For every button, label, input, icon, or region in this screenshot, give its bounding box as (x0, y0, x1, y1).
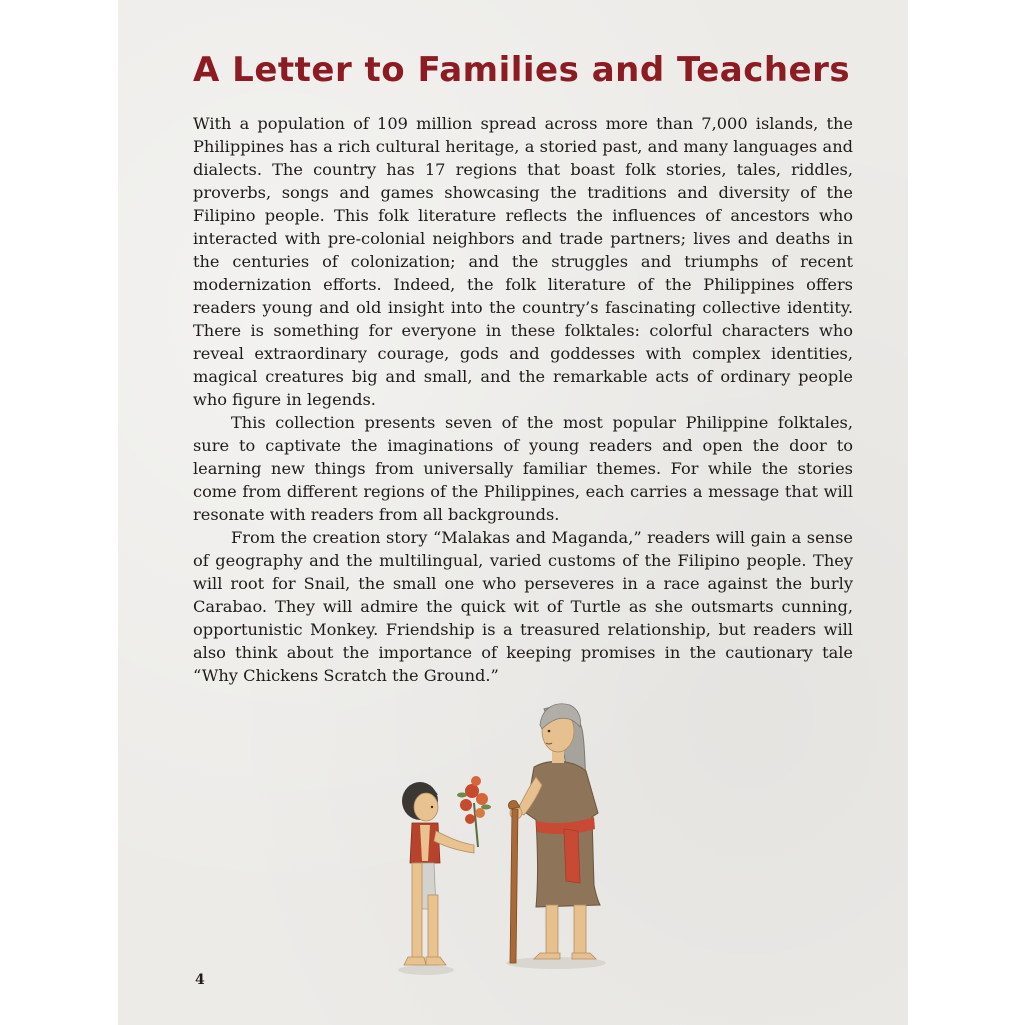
child-shadow (398, 965, 454, 975)
book-page (118, 0, 908, 1025)
page-number: 4 (195, 972, 205, 988)
illustration-elder-and-child (376, 695, 636, 985)
letter-body (193, 112, 853, 687)
paragraph-1: With a population of 109 million spread across more than 7,000 islands, the Philippines has a rich cultural heritage, a storied past, and many languages and dialects. The country has 17 regions that boast folk stories, tales, riddles, proverbs, songs and games showcasing the traditions and diversity of the Filipino people. This folk literature reflects the influences of ancestors who interacted with pre-colonial neighbors and trade partners; lives and deaths in the centuries of colonization; and the struggles and triumphs of recent modernization efforts. Indeed, the folk literature of the Philippines offers readers young and old insight into the country’s fascinating collective identity. There is something for everyone in these folktales: colorful characters who reveal extraordinary courage, gods and goddesses with complex identities, magical creatures big and small, and the remarkable acts of ordinary people who figure in legends. (193, 114, 853, 409)
page-title: A Letter to Families and Teachers (193, 50, 851, 90)
walking-cane (510, 809, 518, 963)
paragraph-2: This collection presents seven of the most popular Philippine folktales, sure to captivate the imaginations of young readers and open the door to learning new things from universally familiar themes. For while the stories come from different regions of the Philippines, each carries a message that will resonate with readers from all backgrounds. (193, 413, 853, 524)
elder-woman-figure (510, 704, 600, 959)
paragraph-3: From the creation story “Malakas and Maganda,” readers will gain a sense of geography and the multilingual, varied customs of the Filipino people. They will root for Snail, the small one who perseveres in a race against the burly Carabao. They will admire the quick wit of Turtle as she outsmarts cunning, opportunistic Monkey. Friendship is a treasured relationship, but readers will also think about the importance of keeping promises in the cautionary tale “Why Chickens Scratch the Ground.” (193, 528, 853, 685)
flower-bouquet (457, 776, 491, 847)
